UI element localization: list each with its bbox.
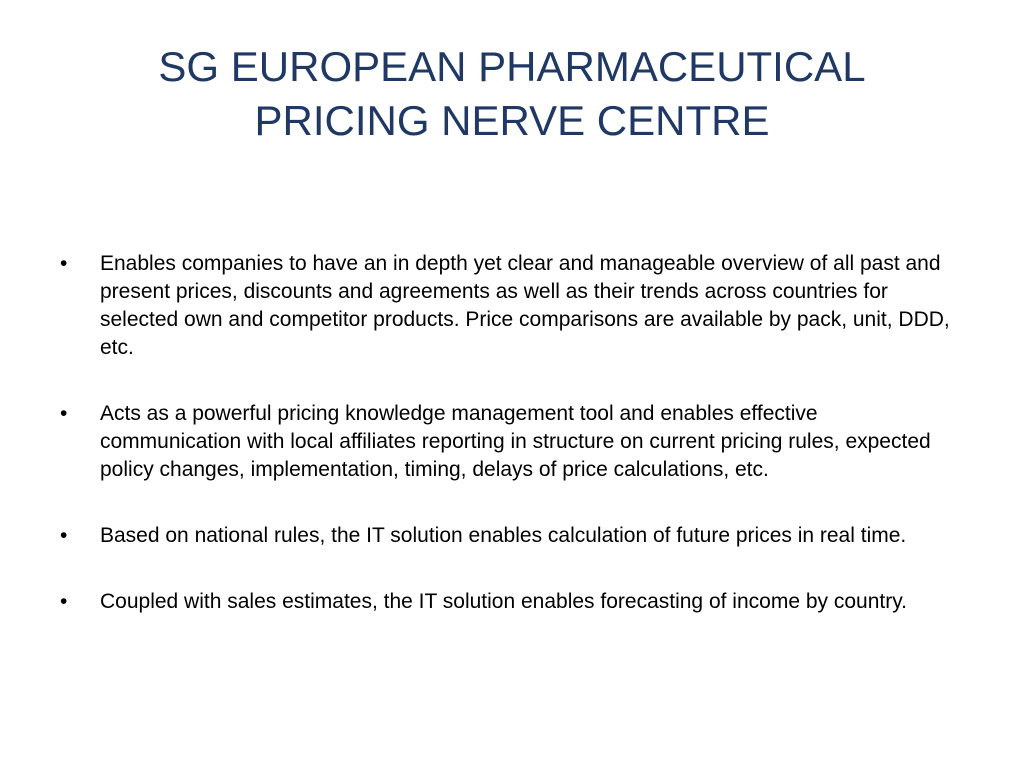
bullet-text: Enables companies to have an in depth yet clear and manageable overview of all past and present prices, discounts and agreements as well as their trends across countries for selected own and competitor products. Price comparisons are available by pack, unit, DDD, etc. <box>100 252 950 359</box>
bullet-icon: • <box>60 590 68 613</box>
bullet-icon: • <box>60 524 68 547</box>
bullet-icon: • <box>60 252 68 275</box>
bullet-item <box>58 250 958 362</box>
bullet-item <box>58 400 958 484</box>
bullet-item <box>58 522 958 550</box>
slide-title: SG EUROPEAN PHARMACEUTICAL PRICING NERVE CENTRE <box>158 43 866 144</box>
bullet-item <box>58 588 958 616</box>
bullet-icon: • <box>60 402 68 425</box>
bullet-list <box>58 250 958 654</box>
bullet-text: Coupled with sales estimates, the IT solution enables forecasting of income by country. <box>100 590 907 613</box>
bullet-text: Acts as a powerful pricing knowledge management tool and enables effective communication with local affiliates reporting in structure on current pricing rules, expected policy changes, implementation, timing, delays of price calculations, etc. <box>100 402 931 481</box>
bullet-text: Based on national rules, the IT solution enables calculation of future prices in real time. <box>100 524 907 547</box>
